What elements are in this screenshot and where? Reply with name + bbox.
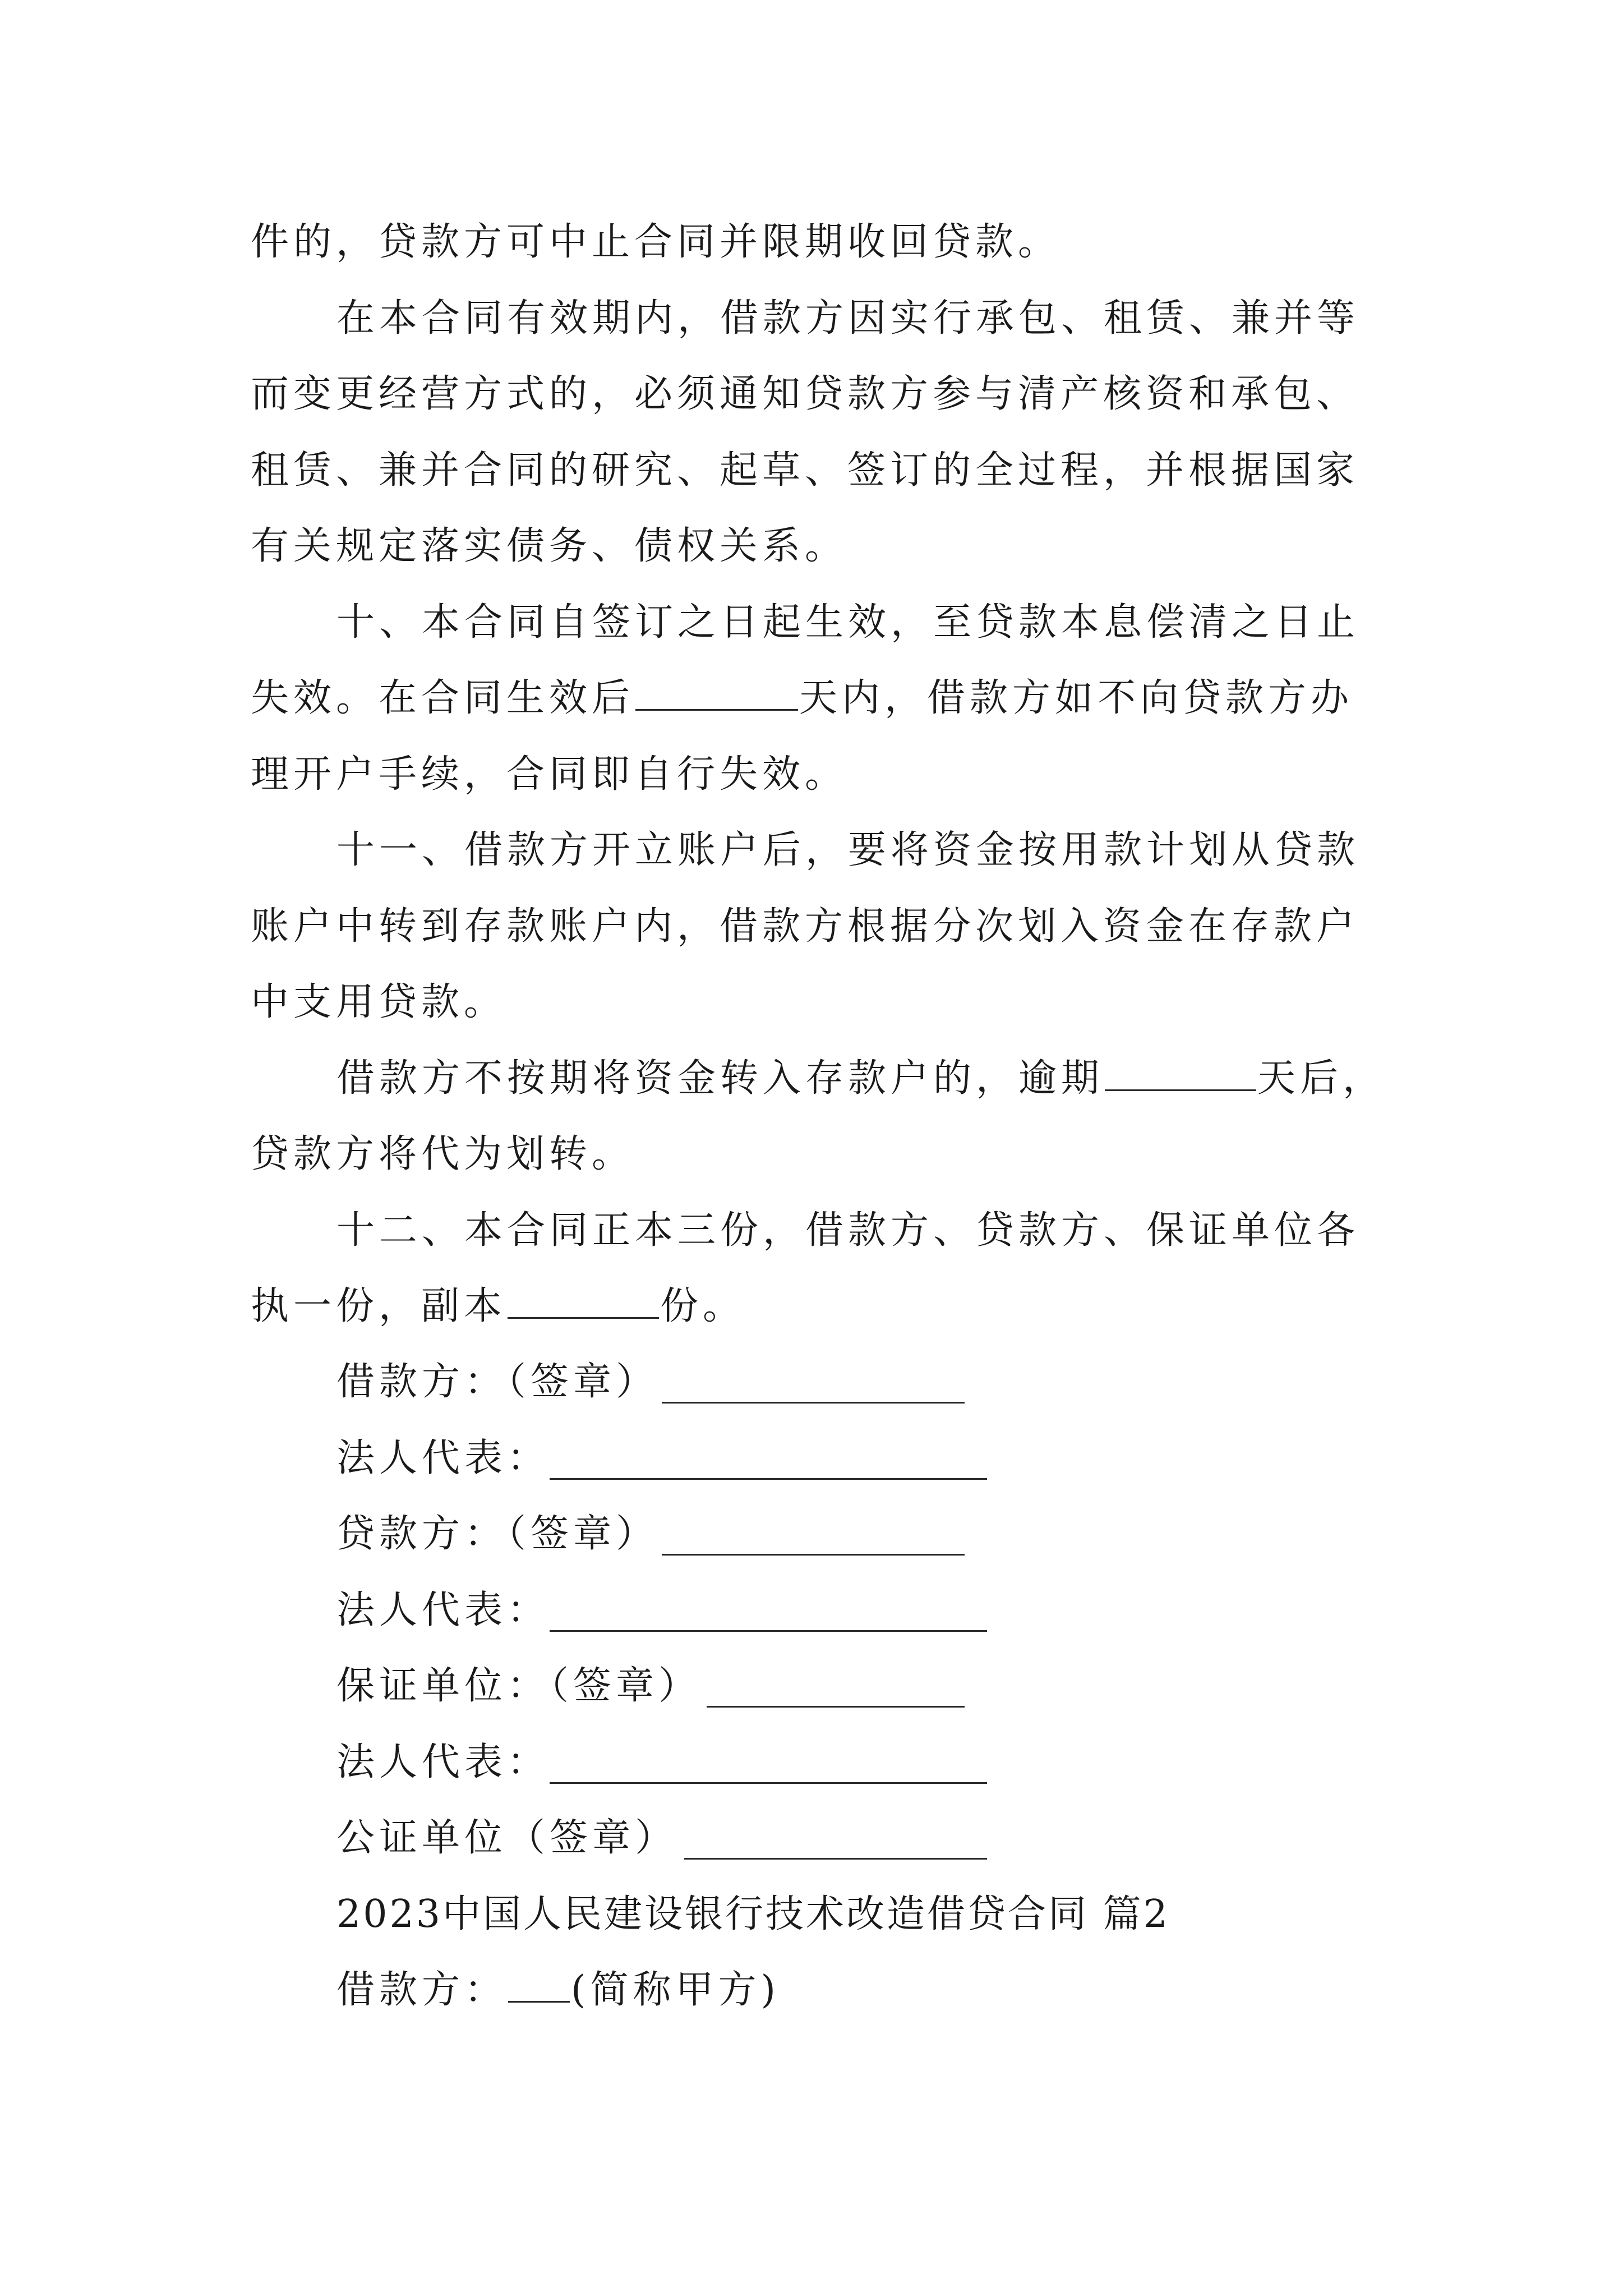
signature-blank — [684, 1858, 987, 1860]
signature-label-legal-rep: 法人代表： — [336, 1588, 550, 1632]
body-line: 租赁、兼并合同的研究、起草、签订的全过程，并根据国家 — [251, 448, 1359, 493]
text-segment: 借款方： — [336, 1968, 508, 2012]
clause-12-first-line: 十二、本合同正本三份，借款方、贷款方、保证单位各 — [336, 1208, 1360, 1253]
signature-label-legal-rep: 法人代表： — [336, 1436, 550, 1480]
body-line: 账户中转到存款账户内，借款方根据分次划入资金在存款户 — [251, 904, 1359, 949]
signature-label-guarantor: 保证单位：（签章） — [336, 1664, 702, 1708]
section-heading: 2023中国人民建设银行技术改造借贷合同 篇2 — [336, 1892, 1170, 1936]
body-line: 件的，贷款方可中止合同并限期收回贷款。 — [251, 220, 1061, 264]
fill-in-blank — [508, 1282, 659, 1319]
signature-blank — [550, 1478, 987, 1480]
signature-blank — [550, 1630, 987, 1632]
body-line: 理开户手续，合同即自行失效。 — [251, 752, 848, 797]
fill-in-blank — [635, 674, 798, 711]
body-line: 中支用贷款。 — [251, 980, 507, 1024]
paragraph-first-line: 在本合同有效期内，借款方因实行承包、租赁、兼并等 — [336, 296, 1360, 341]
signature-blank — [662, 1402, 965, 1404]
text-segment: 失效。在合同生效后 — [251, 676, 635, 720]
fill-in-blank — [508, 1966, 570, 2003]
fill-in-blank — [1105, 1055, 1256, 1091]
signature-label-borrower: 借款方：（签章） — [336, 1360, 659, 1404]
body-line-with-blank — [251, 1281, 745, 1332]
clause-11-first-line: 十一、借款方开立账户后，要将资金按用款计划从贷款 — [336, 828, 1360, 872]
party-line — [336, 1965, 780, 2016]
signature-blank — [707, 1706, 965, 1708]
signature-label-lender: 贷款方：（签章） — [336, 1512, 659, 1556]
body-line-with-blank — [251, 673, 1353, 724]
text-segment: 借款方不按期将资金转入存款户的，逾期 — [336, 1056, 1104, 1101]
signature-label-notary: 公证单位（签章） — [336, 1816, 678, 1860]
text-segment: 天内，借款方如不向贷款方办 — [799, 676, 1354, 720]
text-segment: 天后， — [1257, 1056, 1386, 1101]
signature-label-legal-rep: 法人代表： — [336, 1740, 550, 1784]
text-segment: 执一份，副本 — [251, 1284, 507, 1328]
signature-blank — [662, 1554, 965, 1556]
body-line-with-blank — [336, 1053, 1385, 1104]
body-line: 而变更经营方式的，必须通知贷款方参与清产核资和承包、 — [251, 372, 1359, 416]
text-segment: (简称甲方) — [571, 1968, 781, 2012]
signature-blank — [550, 1782, 987, 1784]
text-segment: 份。 — [660, 1284, 746, 1328]
clause-10-first-line: 十、本合同自签订之日起生效，至贷款本息偿清之日止 — [336, 600, 1360, 645]
body-line: 贷款方将代为划转。 — [251, 1132, 635, 1176]
body-line: 有关规定落实债务、债权关系。 — [251, 524, 848, 568]
